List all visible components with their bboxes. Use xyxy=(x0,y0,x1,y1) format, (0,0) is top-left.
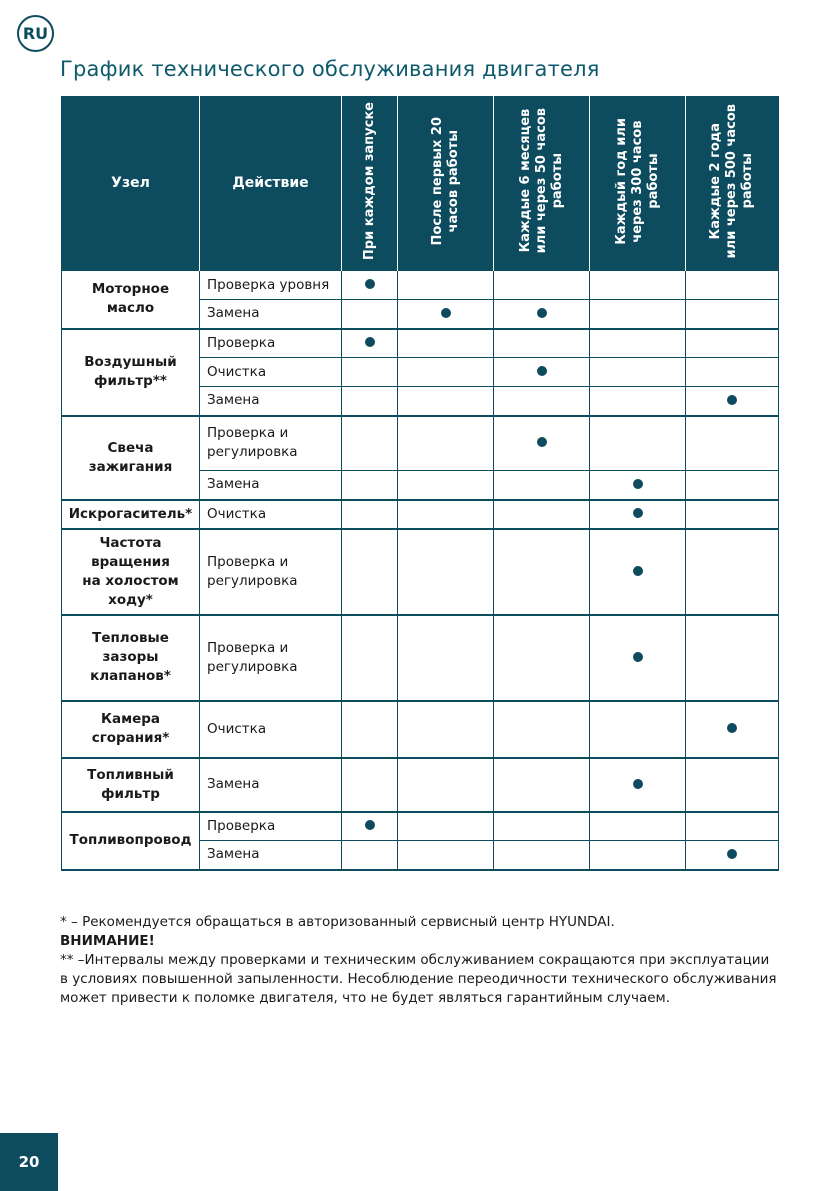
schedule-cell xyxy=(342,841,398,870)
table-row xyxy=(62,701,779,758)
schedule-cell xyxy=(590,701,686,758)
action-cell: Замена xyxy=(200,758,342,812)
page-title: График технического обслуживания двигателя xyxy=(60,57,600,81)
node-cell: Топливопровод xyxy=(62,812,200,870)
action-cell: Очистка xyxy=(200,701,342,758)
maintenance-table xyxy=(61,96,779,871)
schedule-cell xyxy=(398,529,494,615)
schedule-cell xyxy=(494,387,590,416)
schedule-dot-icon xyxy=(633,479,643,489)
schedule-cell xyxy=(494,615,590,701)
schedule-dot-icon xyxy=(441,308,451,318)
footnotes xyxy=(60,913,780,1008)
schedule-cell xyxy=(398,271,494,300)
header-yearly: Каждый год или через 300 часов работы xyxy=(590,96,686,271)
schedule-cell xyxy=(590,812,686,841)
schedule-cell xyxy=(590,529,686,615)
action-cell: Проверка уровня xyxy=(200,271,342,300)
schedule-cell xyxy=(590,387,686,416)
schedule-cell xyxy=(494,758,590,812)
node-cell: Моторное масло xyxy=(62,271,200,329)
schedule-cell xyxy=(686,812,779,841)
schedule-cell xyxy=(494,300,590,329)
schedule-cell xyxy=(398,812,494,841)
node-cell: Тепловые зазоры клапанов* xyxy=(62,615,200,701)
schedule-dot-icon xyxy=(633,652,643,662)
header-2-years: Каждые 2 года или через 500 часов работы xyxy=(686,96,779,271)
schedule-cell xyxy=(494,329,590,358)
action-cell: Проверка xyxy=(200,329,342,358)
schedule-cell xyxy=(342,416,398,471)
node-cell: Камера сгорания* xyxy=(62,701,200,758)
table-row xyxy=(62,615,779,701)
schedule-cell xyxy=(494,471,590,500)
schedule-cell xyxy=(494,271,590,300)
schedule-dot-icon xyxy=(727,849,737,859)
schedule-dot-icon xyxy=(365,279,375,289)
schedule-cell xyxy=(686,416,779,471)
schedule-cell xyxy=(494,841,590,870)
schedule-cell xyxy=(342,300,398,329)
schedule-cell xyxy=(398,615,494,701)
table-row xyxy=(62,758,779,812)
action-cell: Проверка и регулировка xyxy=(200,416,342,471)
schedule-cell xyxy=(342,529,398,615)
schedule-cell xyxy=(590,615,686,701)
schedule-cell xyxy=(686,358,779,387)
action-cell: Очистка xyxy=(200,358,342,387)
schedule-cell xyxy=(342,500,398,529)
schedule-cell xyxy=(342,471,398,500)
header-node: Узел xyxy=(62,96,200,271)
schedule-cell xyxy=(686,758,779,812)
schedule-dot-icon xyxy=(537,437,547,447)
schedule-cell xyxy=(686,529,779,615)
node-cell: Свеча зажигания xyxy=(62,416,200,500)
schedule-dot-icon xyxy=(633,508,643,518)
schedule-cell xyxy=(398,300,494,329)
schedule-cell xyxy=(686,300,779,329)
schedule-cell xyxy=(398,329,494,358)
table-row xyxy=(62,329,779,358)
schedule-cell xyxy=(590,416,686,471)
note-double-star: ** –Интервалы между проверками и техническим обслуживанием сокращаются при эксплуатации в условиях повышенной запыленности. Несоблюдение переодичности технического обслуживания может привести к поломке двигателя, что не будет являться гарантийным случаем. xyxy=(60,952,777,1006)
schedule-cell xyxy=(342,329,398,358)
schedule-cell xyxy=(342,271,398,300)
schedule-dot-icon xyxy=(537,366,547,376)
schedule-dot-icon xyxy=(537,308,547,318)
node-cell: Топливный фильтр xyxy=(62,758,200,812)
node-cell: Искрогаситель* xyxy=(62,500,200,529)
schedule-cell xyxy=(398,701,494,758)
schedule-cell xyxy=(686,271,779,300)
schedule-cell xyxy=(686,500,779,529)
schedule-dot-icon xyxy=(365,820,375,830)
schedule-cell xyxy=(686,701,779,758)
schedule-cell xyxy=(590,329,686,358)
schedule-cell xyxy=(398,416,494,471)
schedule-cell xyxy=(398,841,494,870)
schedule-cell xyxy=(398,358,494,387)
schedule-cell xyxy=(686,329,779,358)
node-cell: Частота вращения на холостом ходу* xyxy=(62,529,200,615)
action-cell: Очистка xyxy=(200,500,342,529)
schedule-cell xyxy=(590,271,686,300)
schedule-cell xyxy=(398,471,494,500)
schedule-cell xyxy=(686,471,779,500)
schedule-cell xyxy=(494,529,590,615)
schedule-cell xyxy=(342,358,398,387)
page-number: 20 xyxy=(0,1133,58,1191)
header-6-months: Каждые 6 месяцев или через 50 часов работы xyxy=(494,96,590,271)
schedule-cell xyxy=(590,841,686,870)
header-first-20h: После первых 20 часов работы xyxy=(398,96,494,271)
action-cell: Замена xyxy=(200,471,342,500)
action-cell: Замена xyxy=(200,387,342,416)
node-cell: Воздушный фильтр** xyxy=(62,329,200,416)
note-star: * – Рекомендуется обращаться в авторизованный сервисный центр HYUNDAI. xyxy=(60,914,615,930)
action-cell: Замена xyxy=(200,300,342,329)
schedule-cell xyxy=(590,500,686,529)
schedule-cell xyxy=(342,812,398,841)
schedule-cell xyxy=(342,387,398,416)
schedule-cell xyxy=(590,300,686,329)
schedule-cell xyxy=(590,471,686,500)
action-cell: Проверка и регулировка xyxy=(200,529,342,615)
table-row xyxy=(62,812,779,841)
action-cell: Проверка xyxy=(200,812,342,841)
schedule-cell xyxy=(686,841,779,870)
schedule-cell xyxy=(398,758,494,812)
warning-heading: ВНИМАНИЕ! xyxy=(60,933,155,949)
schedule-dot-icon xyxy=(633,566,643,576)
schedule-dot-icon xyxy=(365,337,375,347)
schedule-cell xyxy=(494,701,590,758)
schedule-cell xyxy=(494,500,590,529)
schedule-cell xyxy=(590,758,686,812)
header-each-start: При каждом запуске xyxy=(342,96,398,271)
schedule-cell xyxy=(494,416,590,471)
schedule-cell xyxy=(494,812,590,841)
action-cell: Проверка и регулировка xyxy=(200,615,342,701)
table-row xyxy=(62,529,779,615)
schedule-cell xyxy=(342,758,398,812)
schedule-cell xyxy=(398,500,494,529)
schedule-cell xyxy=(398,387,494,416)
schedule-dot-icon xyxy=(727,723,737,733)
table-body xyxy=(62,271,779,870)
schedule-cell xyxy=(342,615,398,701)
table-header-row xyxy=(62,96,779,271)
schedule-dot-icon xyxy=(633,779,643,789)
table-row xyxy=(62,416,779,471)
schedule-cell xyxy=(494,358,590,387)
table-row xyxy=(62,271,779,300)
header-action: Действие xyxy=(200,96,342,271)
schedule-cell xyxy=(590,358,686,387)
schedule-cell xyxy=(686,615,779,701)
schedule-cell xyxy=(686,387,779,416)
table-row xyxy=(62,500,779,529)
schedule-dot-icon xyxy=(727,395,737,405)
language-badge: RU xyxy=(17,15,54,52)
schedule-cell xyxy=(342,701,398,758)
action-cell: Замена xyxy=(200,841,342,870)
